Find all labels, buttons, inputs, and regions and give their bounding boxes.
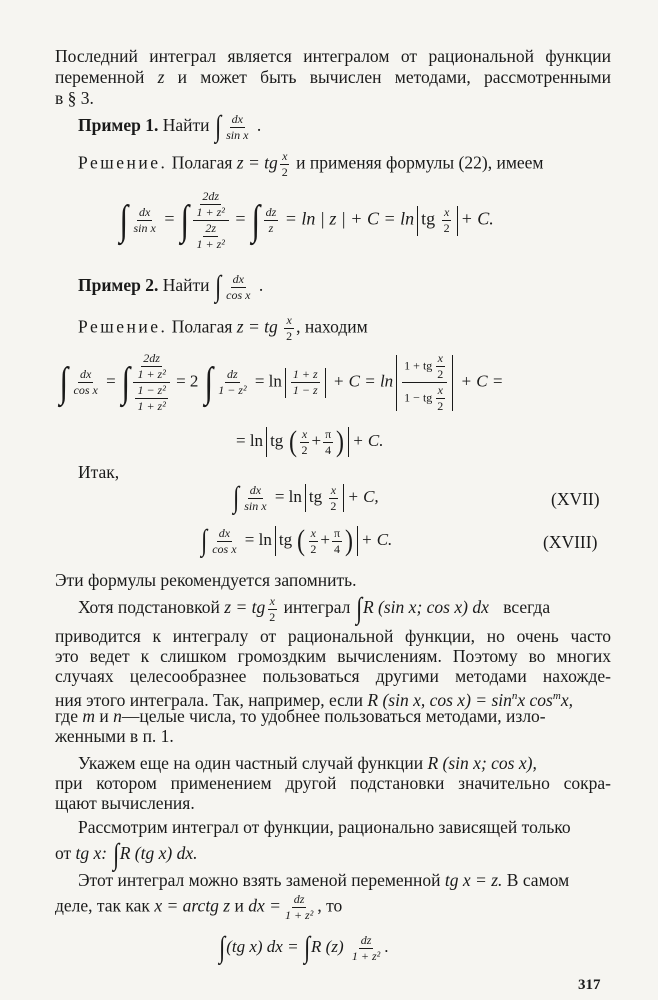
example-2-formula-line-2: = ln tg ( $\frac{x}{2}$ + $\frac{\pi}{4}$ ) + C. <box>236 425 384 458</box>
formula-xviii: ∫ $\frac{dx}{\text{cos x}}$ = ln tg ( $\frac{x}{2}$ + $\frac{\pi}{4}$ ) + C. <box>201 524 393 557</box>
para-1-line-1: Хотя подстановкой z = tg $\frac{x}{2}$ интеграл ∫R (sin x; cos x) dx всегда <box>78 592 551 625</box>
remember-line: Эти формулы рекомендуется запомнить. <box>55 570 357 590</box>
example-1-formula: ∫ $\frac{dx}{\text{sin x}}$ = ∫ $\frac{\frac{2dz}{\text{1 + z²}}}{\frac{2z}{\text{1 + z²}}}$ = ∫ $\frac{dz}{z}$ = ln | z | + C = ln tg $\frac{x}{2}$ + C. <box>119 189 494 251</box>
para-4-line-2: деле, так как x = arctg z и dx = $\frac{dz}{\text{1 + z²}}$ , то <box>55 892 343 922</box>
formula-xvii-tag: (XVII) <box>551 489 600 509</box>
para-4-line-1: Этот интеграл можно взять заменой переменной tg x = z. В самом <box>78 870 570 890</box>
final-formula: ∫(tg x) dx = ∫R (z) $\frac{dz}{\text{1 + z²}}$ . <box>219 931 389 964</box>
para-2-line-1: Укажем еще на один частный случай функции R (sin x; cos x), <box>78 753 537 773</box>
para-2-line-3: щают вычисления. <box>55 793 195 813</box>
para-1-line-2: приводится к интегралу от рациональной функции, но очень часто <box>55 626 611 646</box>
para-1-line-4: случаях целесообразнее пользоваться другими методами нахожде- <box>55 666 611 686</box>
example-2-label: Пример 2. <box>78 275 159 296</box>
para-1-line-5: ния этого интеграла. Так, например, если R (sin x, $\cos x) = \sin^nx$ $\cos^mx$, <box>55 689 573 710</box>
intro-line-3: в § 3. <box>55 88 94 108</box>
example-2-solution: Решение. Полагая z = tg $\frac{x}{2}$ , находим <box>78 313 368 343</box>
para-3-line-2: от tg x: ∫R (tg x) dx. <box>55 838 198 871</box>
para-1-line-3: это ведет к слишком громоздким вычислениям. Поэтому во многих <box>55 646 611 666</box>
solution-word: Решение. <box>78 152 168 173</box>
page-number: 317 <box>578 977 601 993</box>
example-1-label: Пример 1. <box>78 115 159 136</box>
para-1-line-7: женными в п. 1. <box>55 726 174 746</box>
para-3-line-1: Рассмотрим интеграл от функции, рационально зависящей только <box>78 817 571 837</box>
para-1-line-6: где m и n—целые числа, то удобнее пользоваться методами, изло- <box>55 706 546 726</box>
example-1-heading: Пример 1. Найти ∫ $\frac{dx}{\text{sin x}}$ . <box>78 110 262 143</box>
formula-xviii-tag: (XVIII) <box>543 532 598 552</box>
intro-line-2: переменной z и может быть вычислен методами, рассмотренными <box>55 67 611 87</box>
example-2-heading: Пример 2. Найти ∫ $\frac{dx}{\text{cos x}}$ . <box>78 270 264 303</box>
example-1-solution: Решение. Полагая z = tg $\frac{x}{2}$ и применяя формулы (22), имеем <box>78 149 544 179</box>
intro-line-1: Последний интеграл является интегралом от рациональной функции <box>55 46 611 66</box>
formula-xvii: ∫ $\frac{dx}{\text{sin x}}$ = ln tg $\frac{x}{2}$ + C, <box>233 481 379 514</box>
para-2-line-2: при котором применением другой подстановки значительно сокра- <box>55 773 611 793</box>
example-2-formula-line-1: ∫ $\frac{dx}{\text{cos x}}$ = ∫ $\frac{\frac{2dz}{\text{1 + z²}}}{\frac{\text{1 − z²}}{\text{1 + z²}}}$ = 2 ∫ $\frac{dz}{\text{1 − z²}}$ = ln $\frac{1 + z}{1 - z}$ + C = ln 1 + tg $\frac{x}{2}$ 1 − tg $\frac{x}{2}$ + C = <box>59 351 504 413</box>
itak-label: Итак, <box>78 462 120 482</box>
